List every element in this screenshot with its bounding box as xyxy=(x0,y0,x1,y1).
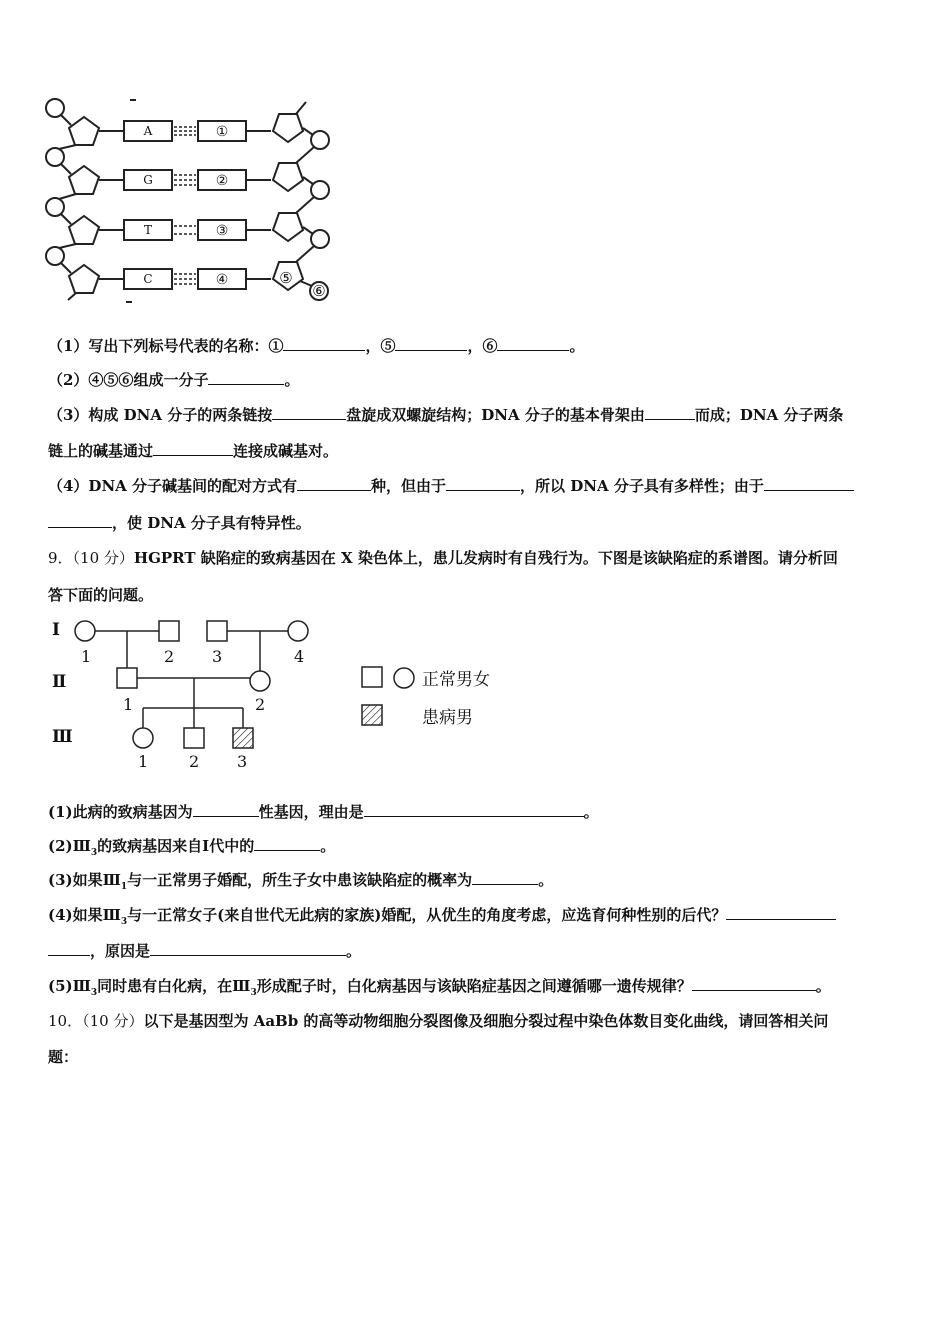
left-base-a: A xyxy=(143,124,153,138)
q9-stem-line1: 9．（10 分）HGPRT 缺陷症的致病基因在 X 染色体上，患儿发病时有自残行为。下图是该缺陷症的系谱图。请分析回 xyxy=(48,549,838,567)
q9-sub2: $(2)Ⅲ_3$的致病基因来自Ⅰ代中的 。 xyxy=(48,837,336,858)
left-base-c: C xyxy=(143,272,153,286)
individual-number: 2 xyxy=(189,752,200,771)
answer-blank[interactable] xyxy=(48,941,90,956)
q9-sub4-line1: (4)如果$Ⅲ_3$与一正常女子(来自世代无此病的家族)婚配，从优生的角度考虑，应选育何种性别的后代？ xyxy=(48,905,836,932)
q10-stem-line1: 10．（10 分）以下是基因型为 AaBb 的高等动物细胞分裂图像及细胞分裂过程中染色体数目变化曲线，请回答相关问 xyxy=(48,1012,829,1030)
q9-sub4-line2: ，原因是 。 xyxy=(48,941,361,961)
q8-part3-line2: 链上的碱基通过 连接成碱基对。 xyxy=(48,442,339,460)
q8-part3-line1: （3）构成 DNA 分子的两条链按 盘旋成双螺旋结构；DNA 分子的基本骨架由 而成；DNA 分子两条 xyxy=(48,406,844,424)
individual-number: 3 xyxy=(237,752,248,771)
dna-structure-diagram xyxy=(38,95,378,305)
q9-sub5: $(5)Ⅲ_3$同时患有白化病，在$Ⅲ_3$形成配子时，白化病基因与该缺陷症基因之间遵循哪一遗传规律？ 。 xyxy=(48,977,831,998)
answer-blank[interactable] xyxy=(208,370,284,385)
legend-normal-female xyxy=(394,668,414,688)
legend-normal-label: 正常男女 xyxy=(422,670,490,690)
right-base-4: ④ xyxy=(215,272,229,288)
individual-number: 1 xyxy=(123,695,134,714)
female-iii1 xyxy=(133,728,153,748)
answer-blank[interactable] xyxy=(497,336,569,351)
answer-blank[interactable] xyxy=(48,513,112,528)
label-five: ⑤ xyxy=(279,269,293,287)
answer-blank[interactable] xyxy=(726,905,836,920)
affected-male-iii3 xyxy=(233,728,253,748)
q8-part2: （2）④⑤⑥组成一分子 。 xyxy=(48,371,300,389)
q9-sub3: (3)如果$Ⅲ_1$与一正常男子婚配，所生子女中患该缺陷症的概率为 。 xyxy=(48,871,554,892)
generation-label: Ⅰ xyxy=(52,620,60,640)
answer-blank[interactable] xyxy=(692,976,816,991)
pedigree-diagram xyxy=(0,615,500,775)
male-iii2 xyxy=(184,728,204,748)
answer-blank[interactable] xyxy=(150,941,346,956)
female-i1 xyxy=(75,621,95,641)
left-base-t: T xyxy=(143,223,153,237)
question-number: 9．（10 分） xyxy=(48,549,134,567)
question-number: 10．（10 分） xyxy=(48,1012,144,1030)
individual-number: 3 xyxy=(212,647,223,666)
answer-blank[interactable] xyxy=(472,870,538,885)
right-base-3: ③ xyxy=(215,223,229,239)
answer-blank[interactable] xyxy=(283,336,365,351)
q8-part4-line2: ，使 DNA 分子具有特异性。 xyxy=(48,513,311,533)
individual-number: 4 xyxy=(294,647,305,666)
legend-affected-male xyxy=(362,705,382,725)
q10-stem-line2: 题： xyxy=(48,1048,79,1066)
q8-part4-line1: （4）DNA 分子碱基间的配对方式有 种，但由于 ，所以 DNA 分子具有多样性；由于 xyxy=(48,476,854,496)
legend-normal-male xyxy=(362,667,382,687)
legend-affected-label: 患病男 xyxy=(422,708,473,728)
generation-label: Ⅲ xyxy=(52,727,73,747)
label-six: ⑥ xyxy=(312,282,326,300)
individual-number: 2 xyxy=(164,647,175,666)
answer-blank[interactable] xyxy=(645,405,695,420)
answer-blank[interactable] xyxy=(254,836,320,851)
answer-blank[interactable] xyxy=(364,802,584,817)
male-ii1 xyxy=(117,668,137,688)
right-base-2: ② xyxy=(215,173,229,189)
answer-blank[interactable] xyxy=(193,802,259,817)
male-i2 xyxy=(159,621,179,641)
individual-number: 1 xyxy=(138,752,149,771)
female-ii2 xyxy=(250,671,270,691)
left-base-g: G xyxy=(143,173,153,187)
individual-number: 1 xyxy=(81,647,92,666)
q8-part1: （1）写出下列标号代表的名称：① ，⑤ ，⑥ 。 xyxy=(48,337,585,355)
female-i4 xyxy=(288,621,308,641)
q9-sub1: (1)此病的致病基因为 性基因，理由是 。 xyxy=(48,803,599,821)
answer-blank[interactable] xyxy=(297,476,371,491)
answer-blank[interactable] xyxy=(764,476,854,491)
generation-label: Ⅱ xyxy=(52,672,67,692)
answer-blank[interactable] xyxy=(395,336,467,351)
answer-blank[interactable] xyxy=(272,405,346,420)
individual-number: 2 xyxy=(255,695,266,714)
male-i3 xyxy=(207,621,227,641)
answer-blank[interactable] xyxy=(446,476,520,491)
q9-stem-line2: 答下面的问题。 xyxy=(48,586,154,604)
right-base-1: ① xyxy=(215,124,229,140)
answer-blank[interactable] xyxy=(153,441,233,456)
